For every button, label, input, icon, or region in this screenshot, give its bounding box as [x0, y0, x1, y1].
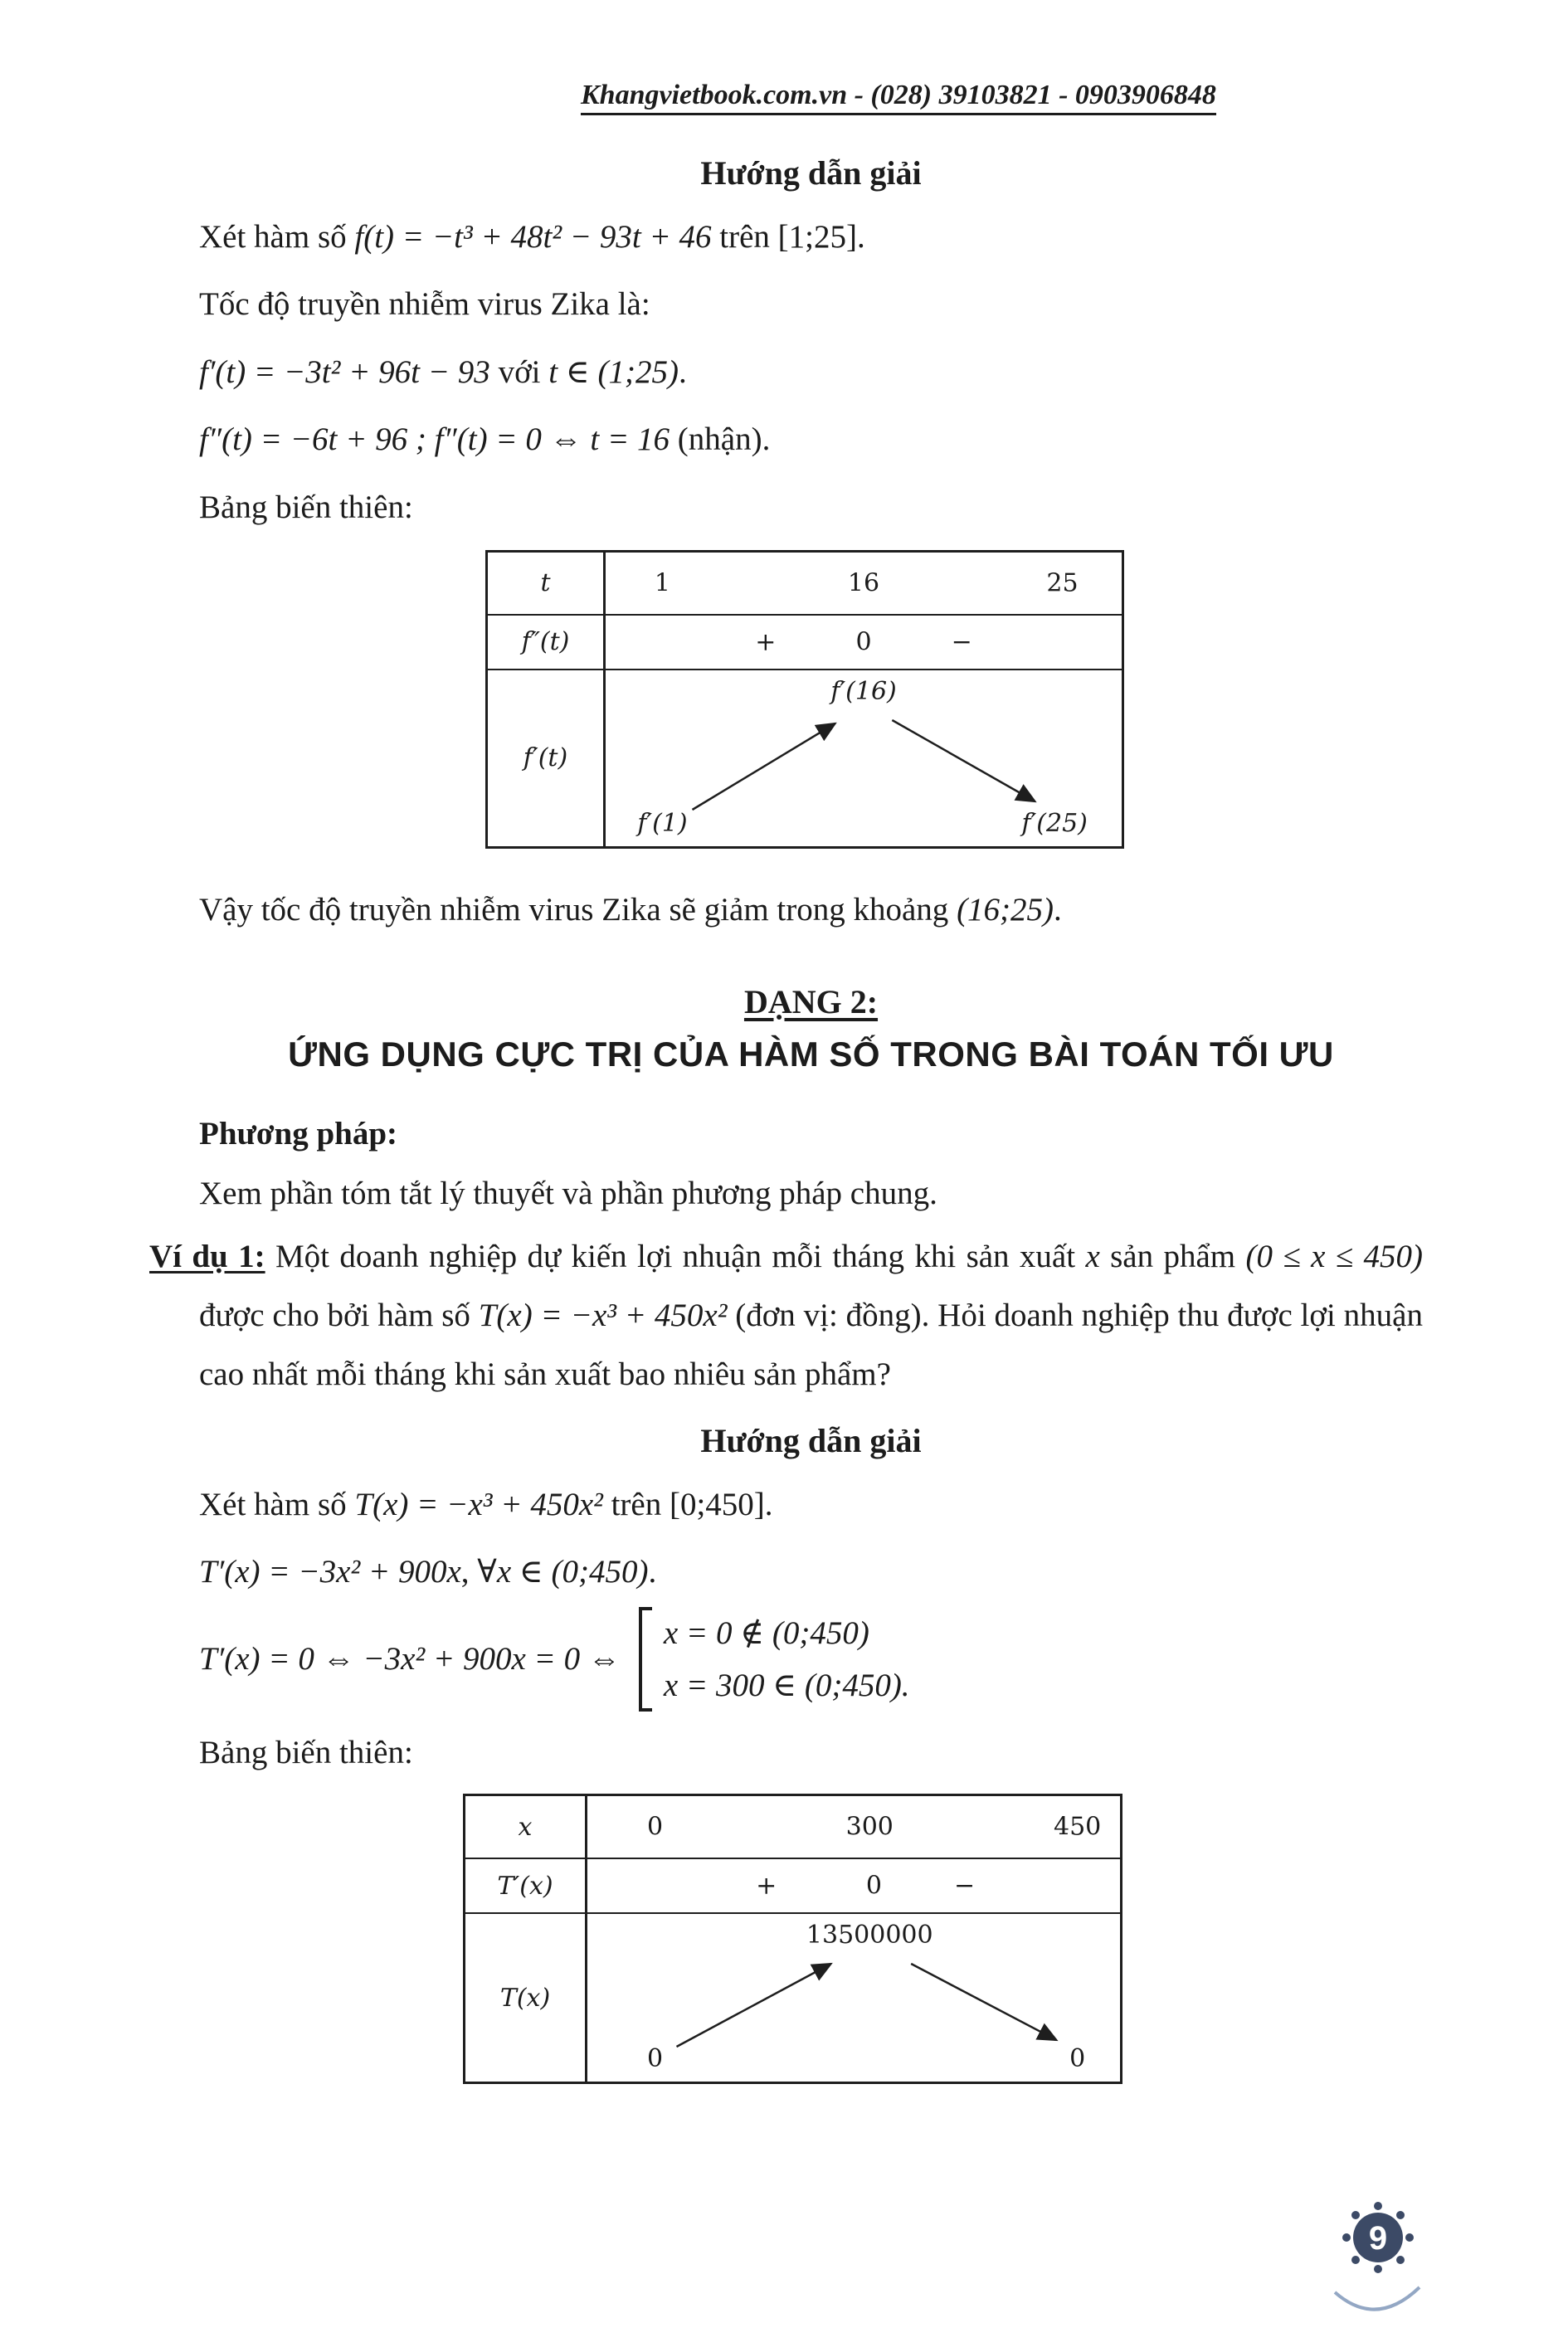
solution2-line-4: Bảng biến thiên: [199, 1734, 413, 1770]
table1-variation-row [606, 670, 1122, 846]
table-right-value: f′(25) [1021, 808, 1088, 838]
rising-arrow-icon [676, 1964, 830, 2047]
math-run: f″(t) = −6t + 96 ; f″(t) = 0 ⇔ t = 16 [199, 421, 670, 458]
math-run: x [1085, 1239, 1100, 1274]
table1-body [606, 553, 1122, 846]
table-cell-sign: + [756, 1871, 777, 1901]
text-run: (đơn vị: đồng). Hỏi doanh nghiệp thu được lợi nhuận cao nhất mỗi tháng khi sản xuất bao nhiêu sản phẩm? [199, 1297, 1423, 1392]
solution2-line-2 [199, 1549, 1423, 1595]
method-label: Phương pháp: [199, 1116, 398, 1152]
text-run: . [856, 219, 865, 255]
table-cell-value: 25 [1046, 568, 1079, 598]
page-content [0, 153, 1568, 2084]
table2-label-column [465, 1796, 587, 2082]
section-title: DẠNG 2: [743, 983, 879, 1021]
text-run: . [678, 353, 687, 390]
case-row-1: x = 0 ∉ (0;450) [663, 1614, 869, 1651]
solution1-line-1 [199, 214, 1423, 260]
math-run: f′(t) = −3t² + 96t − 93 [199, 353, 490, 390]
text-run: trên [711, 219, 778, 255]
math-run: t ∈ (1;25) [548, 353, 679, 390]
text-run: Xét hàm số [199, 219, 355, 255]
section-subtitle: ỨNG DỤNG CỰC TRỊ CỦA HÀM SỐ TRONG BÀI TOÁN TỐI ƯU [288, 1035, 1334, 1074]
table-left-value: f′(1) [637, 808, 688, 838]
math-run: f(t) = −t³ + 48t² − 93t + 46 [354, 219, 712, 255]
table-cell-sign: + [755, 627, 777, 657]
table-peak-value: 13500000 [806, 1921, 933, 1950]
table-peak-value: f′(16) [830, 676, 897, 706]
math-run: T′(x) = −3x² + 900x [199, 1554, 461, 1590]
solution1-line-2: Tốc độ truyền nhiễm virus Zika là: [199, 286, 650, 323]
table-cell-sign: − [951, 627, 972, 657]
example-1-paragraph [149, 1228, 1424, 1405]
math-run: [0;450] [669, 1486, 765, 1522]
table-cell-sign: 0 [855, 627, 872, 657]
falling-arrow-icon [911, 1964, 1056, 2040]
virus-icon [1342, 2202, 1414, 2273]
table-cell-value: 0 [646, 1812, 664, 1842]
solution1-line-3 [199, 349, 1423, 395]
solution-heading-2: Hướng dẫn giải [700, 1421, 922, 1459]
table-cell-value: 1 [654, 568, 670, 598]
math-run: (16;25) [957, 891, 1054, 928]
math-run: T′(x) = 0 ⇔ −3x² + 900x = 0 ⇔ [199, 1640, 621, 1677]
solution1-conclusion [199, 887, 1423, 933]
method-text: Xem phần tóm tắt lý thuyết và phần phương pháp chung. [199, 1175, 937, 1211]
table2-x-row [587, 1796, 1120, 1859]
table1-derivative-label: f″(t) [488, 616, 603, 670]
table1-variable-label: t [488, 553, 603, 616]
text-run: sản phẩm [1099, 1239, 1246, 1274]
table1-label-column [488, 553, 606, 846]
rising-arrow-icon [692, 723, 835, 810]
table2-function-label: T(x) [499, 1983, 551, 2013]
header-site-info: Khangvietbook.com.vn - (028) 39103821 - 0903906848 [581, 80, 1216, 115]
table2-variable-label: x [465, 1796, 585, 1859]
page-number: 9 [1368, 2220, 1388, 2257]
badge-graphic [1323, 2194, 1431, 2335]
table2-sign-row [587, 1859, 1120, 1914]
solution-heading-1: Hướng dẫn giải [700, 154, 922, 192]
table-cell-value: 300 [845, 1812, 894, 1842]
math-run: T(x) = −x³ + 450x² [478, 1297, 728, 1333]
text-run: . [1054, 891, 1062, 928]
falling-arrow-icon [892, 720, 1035, 801]
cases-group [639, 1607, 910, 1712]
text-run: (nhận). [670, 421, 771, 458]
text-run: trên [602, 1486, 670, 1522]
text-run: Xét hàm số [199, 1486, 355, 1522]
table-left-value: 0 [646, 2044, 664, 2074]
math-run: T(x) = −x³ + 450x² [354, 1486, 603, 1522]
text-run: Vậy tốc độ truyền nhiễm virus Zika sẽ giảm trong khoảng [199, 891, 957, 928]
page-number-badge [1323, 2194, 1431, 2340]
text-run: Một doanh nghiệp dự kiến lợi nhuận mỗi tháng khi sản xuất [265, 1239, 1086, 1274]
page-header [0, 0, 1568, 115]
table-cell-value: 450 [1053, 1812, 1102, 1842]
table-cell-value: 16 [847, 568, 880, 598]
math-run: [1;25] [777, 219, 857, 255]
solution2-line-1 [199, 1482, 1423, 1527]
table-cell-sign: 0 [865, 1871, 882, 1901]
table-right-value: 0 [1069, 2044, 1086, 2074]
example-label: Ví dụ 1: [149, 1239, 265, 1274]
text-run: . [648, 1554, 657, 1590]
table1-x-row [606, 553, 1122, 616]
table1-function-label: f′(t) [523, 743, 568, 773]
equation-cases-line [199, 1607, 1423, 1712]
math-run: (0 ≤ x ≤ 450) [1245, 1239, 1424, 1274]
table2-body [587, 1796, 1120, 2082]
variation-table-2 [463, 1794, 1122, 2084]
table-cell-sign: − [953, 1871, 976, 1901]
text-run: . [764, 1486, 773, 1522]
table2-derivative-label: T′(x) [465, 1859, 585, 1914]
case-row-2: x = 300 ∈ (0;450). [663, 1667, 910, 1703]
table2-variation-row [587, 1914, 1120, 2082]
variation-table-1 [485, 550, 1124, 849]
text-run: với [489, 353, 549, 390]
decorative-arc [1335, 2287, 1419, 2310]
math-run: ∀x ∈ (0;450) [477, 1554, 649, 1590]
solution1-line-4 [199, 416, 1423, 462]
table1-sign-row [606, 616, 1122, 670]
left-square-bracket-icon [639, 1607, 652, 1712]
text-run: được cho bởi hàm số [199, 1297, 479, 1333]
solution1-line-5: Bảng biến thiên: [199, 489, 413, 525]
cases-column [652, 1607, 910, 1712]
text-run: , [460, 1554, 478, 1590]
